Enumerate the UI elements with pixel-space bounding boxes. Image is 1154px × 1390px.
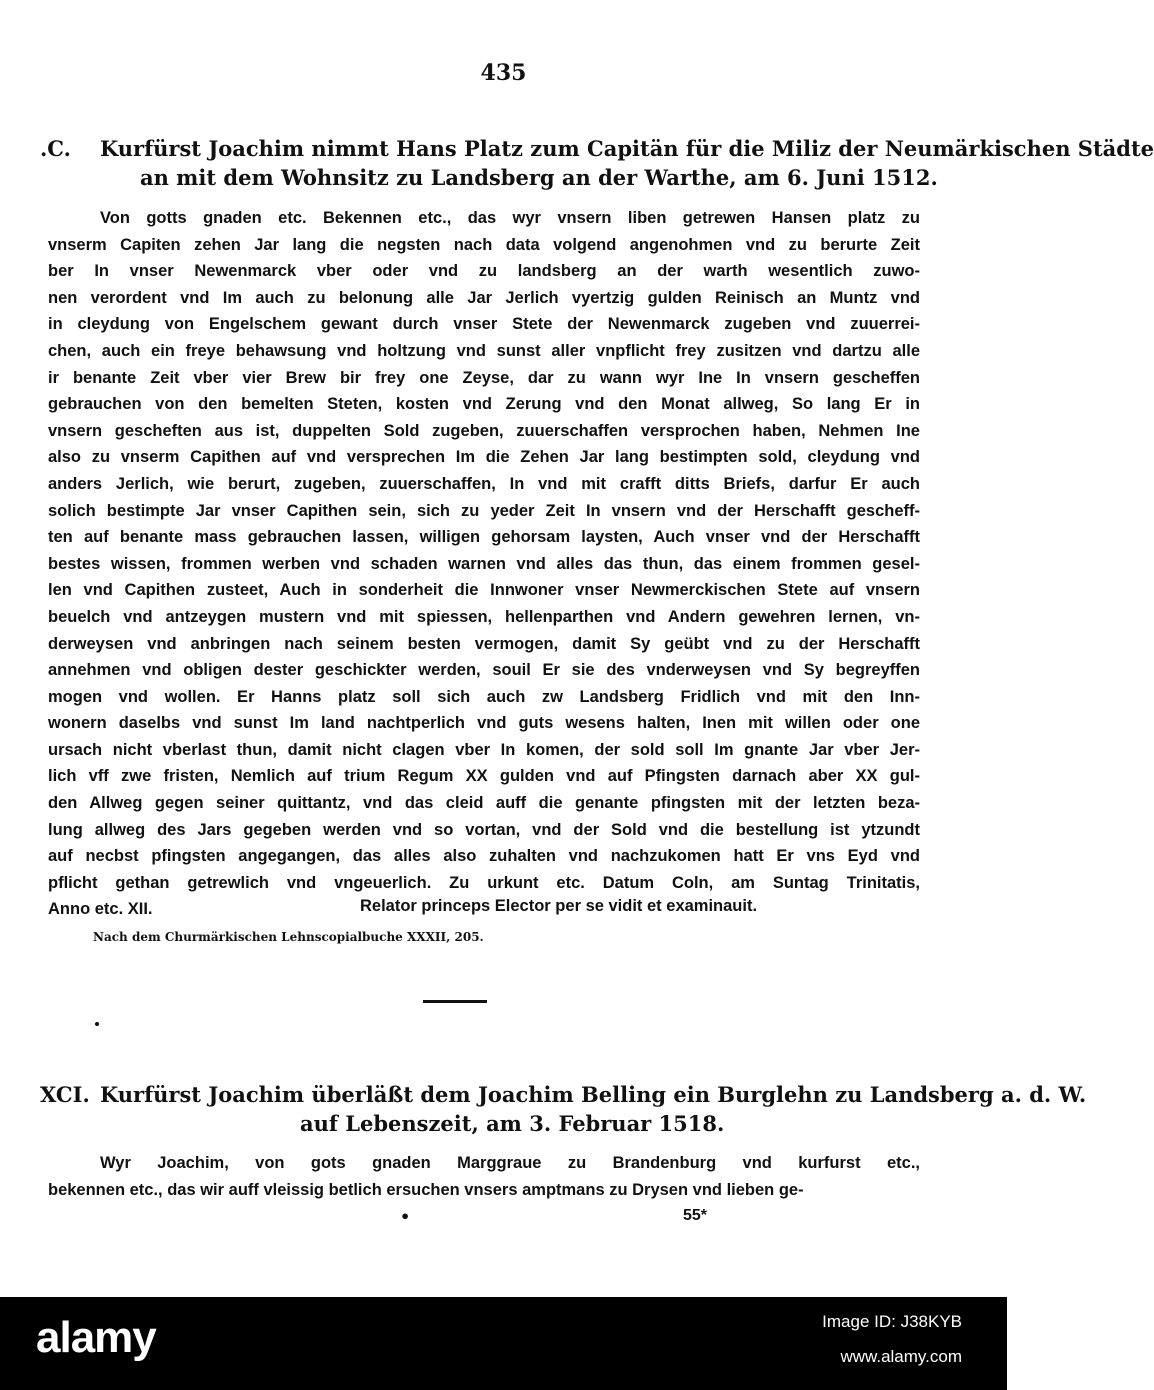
brand-logo: alamy [36,1313,156,1362]
section-title-line-2: auf Lebenszeit, am 3. Februar 1518. [300,1111,725,1136]
text-line: len vnd Capithen zusteet, Auch in sonderheit die Innwoner vnser Newmerckischen Stete auf vnsern [48,581,920,600]
text-line: derweysen vnd anbringen nach seinem besten vermogen, damit Sy geübt vnd zu der Herschafft [48,634,920,653]
text-line: pflicht gethan getrewlich vnd vngeuerlich. Zu urkunt etc. Datum Coln, am Suntag Trinitatis, [48,873,920,892]
text-line: nen verordent vnd Im auch zu belonung alle Jar Jerlich vyertzig gulden Reinisch an Muntz vnd [48,288,920,307]
section-number: XCI. [40,1082,90,1107]
text-line: Anno etc. XII. [48,900,153,919]
section-number: .C. [40,136,71,161]
text-line: den Allweg gegen seiner quittantz, vnd das cleid auff die genante pfingsten mit der letzten beza- [48,794,920,813]
text-line: Von gotts gnaden etc. Bekennen etc., das wyr vnsern liben getrewen Hansen platz zu [100,209,920,227]
text-line: ber In vnser Newenmarck vber oder vnd zu landsberg an der warth wesentlich zuwo- [48,262,920,281]
image-id: Image ID: J38KYB [822,1312,962,1331]
text-line: solich bestimpte Jar vnser Capithen sein, sich zu yeder Zeit In vnsern vnd der Herschafft gescheff- [48,501,920,520]
text-line: Wyr Joachim, von gots gnaden Marggraue zu Brandenburg vnd kurfurst etc., [100,1154,920,1172]
text-line: mogen vnd wollen. Er Hanns platz soll sich auch zw Landsberg Fridlich vnd mit den Inn- [48,687,920,706]
body-text [48,1150,920,1203]
stock-banner [0,1297,1007,1390]
text-line: in cleydung von Engelschem gewant durch vnser Stete der Newenmarck zugeben vnd zuuerrei- [48,315,920,334]
source-citation: Nach dem Churmärkischen Lehnscopialbuche XXXII, 205. [93,930,484,944]
relator-line: Relator princeps Elector per se vidit et examinauit. [360,897,758,915]
text-line: bekennen etc., das wir auff vleissig betlich ersuchen vnsers amptmans zu Drysen vnd lieben ge- [48,1180,804,1199]
section-heading-1 [40,134,1154,192]
section-title-line-2: an mit dem Wohnsitz zu Landsberg an der Warthe, am 6. Juni 1512. [140,165,938,190]
section-heading-2 [40,1080,1087,1138]
body-text [48,205,920,923]
speck-mark [95,1022,99,1026]
section-title-line-1: Kurfürst Joachim nimmt Hans Platz zum Capitän für die Miliz der Neumärkischen Städte [100,136,1154,161]
section-divider [423,1000,487,1003]
text-line: vnserm Capiten zehen Jar lang die negsten nach data volgend angenohmen vnd zu berurte Zeit [48,235,920,254]
text-line: vnsern gescheften aus ist, duppelten Sold zugeben, zuuerschaffen versprochen haben, Nehmen Ine [48,421,920,440]
text-line: beuelch vnd antzeygen mustern vnd mit spiessen, hellenparthen vnd Andern gewehren lernen, vn- [48,607,920,626]
text-line: wonern daselbs vnd sunst Im land nachtperlich vnd guts wesens halten, Inen mit willen oder one [48,714,920,733]
text-line: lung allweg des Jars gegeben werden vnd so vortan, vnd der Sold vnd die bestellung ist ytzundt [48,820,920,839]
text-line: auf necbst pfingsten angegangen, das alles also zuhalten vnd nachzukomen hatt Er vns Eyd vnd [48,847,920,866]
section-body-1 [48,205,920,923]
signature-mark: 55* [683,1207,708,1224]
signature-dot: • [400,1207,411,1226]
stock-url: www.alamy.com [840,1347,962,1366]
text-line: ir benante Zeit vber vier Brew bir frey one Zeyse, dar zu wann wyr Ine In vnsern gescheffen [48,368,920,387]
text-line: also zu vnserm Capithen auf vnd versprechen Im die Zehen Jar lang bestimpten sold, cleydung vnd [48,448,920,467]
text-line: gebrauchen von den bemelten Steten, kosten vnd Zerung vnd den Monat allweg, So lang Er in [48,395,920,414]
text-line: bestes wissen, frommen werben vnd schaden warnen vnd alles das thun, das einem frommen gesel- [48,554,920,573]
text-line: lich vff zwe fristen, Nemlich auf trium Regum XX gulden vnd auf Pfingsten darnach aber XX gul- [48,767,920,786]
text-line: ten auf benante mass gebrauchen lassen, willigen gehorsam laysten, Auch vnser vnd der Herschafft [48,528,920,547]
section-body-2 [48,1150,920,1203]
text-line: ursach nicht vberlast thun, damit nicht clagen vber In komen, der sold soll Im gnante Jar vber Jer- [48,740,920,759]
page-number: 435 [480,60,527,86]
text-line: annehmen vnd obligen dester geschickter werden, souil Er sie des vnderweysen vnd Sy begreyffen [48,661,920,680]
text-line: anders Jerlich, wie berurt, zugeben, zuuerschaffen, In vnd mit crafft ditts Briefs, darfur Er auch [48,474,920,493]
section-title-line-1: Kurfürst Joachim überläßt dem Joachim Belling ein Burglehn zu Landsberg a. d. W. [100,1082,1087,1107]
text-line: chen, auch ein freye behawsung vnd holtzung vnd sunst aller vnpflicht frey zusitzen vnd dartzu alle [48,341,920,360]
